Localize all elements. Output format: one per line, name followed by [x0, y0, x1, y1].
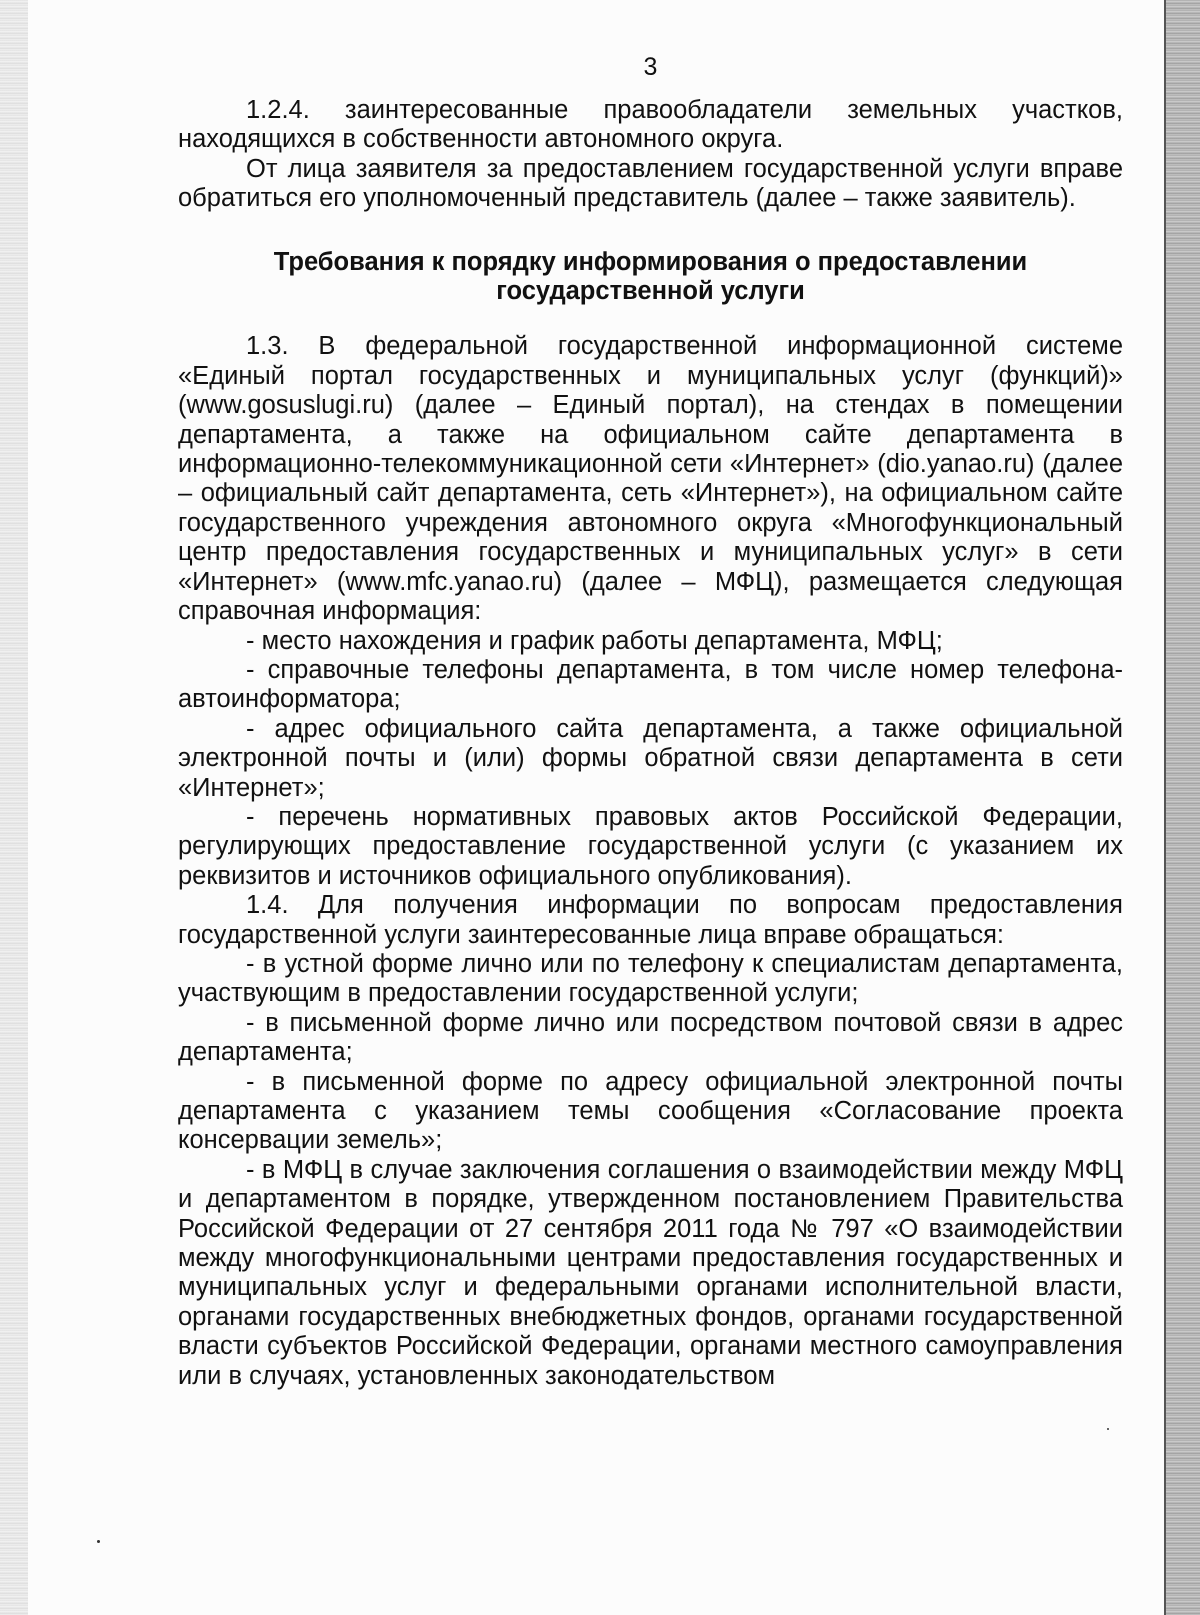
list-item: - адрес официального сайта департамента, а также официальной электронной почты и (или) формы обратной связи департамента в сети «Интернет»; — [178, 714, 1123, 802]
scan-right-edge — [1166, 0, 1200, 1615]
list-item: - в устной форме лично или по телефону к специалистам департамента, участвующим в предоставлении государственной услуги; — [178, 949, 1123, 1008]
section-heading-line-2: государственной услуги — [496, 277, 805, 306]
list-item: - справочные телефоны департамента, в том числе номер телефона-автоинформатора; — [178, 655, 1123, 714]
list-item: - место нахождения и график работы департамента, МФЦ; — [246, 626, 943, 655]
paragraph: 1.4. Для получения информации по вопросам предоставления государственной услуги заинтересованные лица вправе обращаться: — [178, 891, 1123, 949]
list-item: - в письменной форме по адресу официальной электронной почты департамента с указанием темы сообщения «Согласование проекта консервации земель»; — [178, 1067, 1123, 1155]
paragraph: 1.3. В федеральной государственной информационной системе «Единый портал государственных и муниципальных услуг (функций)» (www.gosuslugi.ru) (далее – Единый портал), на стендах в помещении департамента, а также на официальном сайте департамента в информационно-телекоммуникационной сети «Интернет» (dio.yanao.ru) (далее – официальный сайт департамента, сеть «Интернет»), на официальном сайте государственного учреждения автономного округа «Многофункциональный центр предоставления государственных и муниципальных услуг» в сети «Интернет» (www.mfc.yanao.ru) (далее – МФЦ), размещается следующая справочная информация: — [178, 332, 1123, 626]
section-heading — [178, 248, 1123, 307]
paragraph: 1.2.4. заинтересованные правообладатели земельных участков, находящихся в собственности автономного округа. — [178, 96, 1123, 154]
scan-speck — [97, 1540, 100, 1543]
scan-speck — [1107, 1428, 1109, 1430]
list-item: - в МФЦ в случае заключения соглашения о взаимодействии между МФЦ и департаментом в порядке, утвержденном постановлением Правительства Российской Федерации от 27 сентября 2011 года № 797 «О взаимодействии между многофункциональными центрами предоставления государственных и муниципальных услуг и федеральными органами исполнительной власти, органами государственных внебюджетных фондов, органами государственной власти субъектов Российской Федерации, органами местного самоуправления или в случаях, установленных законодательством — [178, 1155, 1123, 1390]
document-page — [178, 52, 1123, 1391]
paragraph: От лица заявителя за предоставлением государственной услуги вправе обратиться его уполномоченный представитель (далее – также заявитель). — [178, 154, 1123, 213]
scan-left-edge — [0, 0, 28, 1615]
list-item: - перечень нормативных правовых актов Российской Федерации, регулирующих предоставление государственной услуги (с указанием их реквизитов и источников официального опубликования). — [178, 802, 1123, 890]
list-item: - в письменной форме лично или посредством почтовой связи в адрес департамента; — [178, 1008, 1123, 1067]
page-number: 3 — [643, 53, 658, 81]
section-heading-line-1: Требования к порядку информирования о предоставлении — [273, 247, 1028, 276]
